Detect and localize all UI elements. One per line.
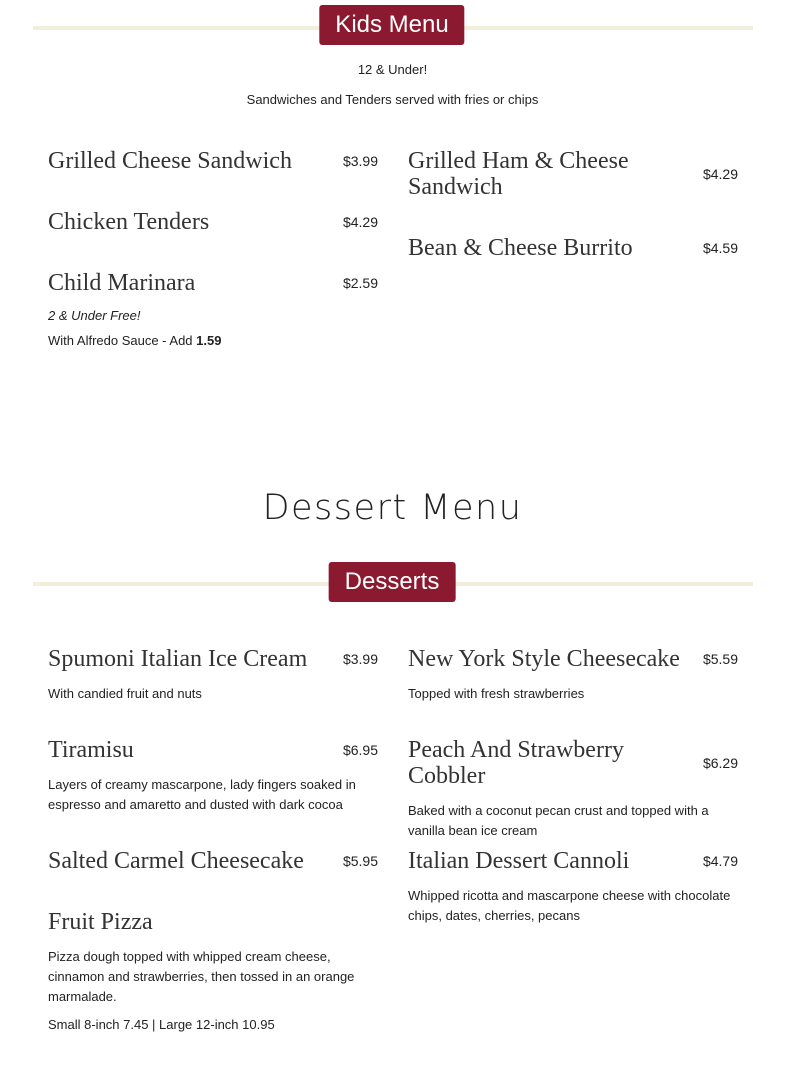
item-price: $2.59 bbox=[342, 275, 378, 291]
kids-right-column bbox=[408, 148, 738, 261]
kids-menu-badge: Kids Menu bbox=[319, 5, 464, 45]
item-description: Whipped ricotta and mascarpone cheese with chocolate chips, dates, cherries, pecans bbox=[408, 888, 731, 923]
item-price: $3.99 bbox=[342, 651, 378, 667]
item-price: $6.29 bbox=[702, 755, 738, 771]
item-description: Pizza dough topped with whipped cream cheese, cinnamon and strawberries, then tossed in an orange marmalade. bbox=[48, 949, 355, 1004]
item-description: With candied fruit and nuts bbox=[48, 686, 202, 701]
item-addon bbox=[48, 333, 378, 348]
kids-age-note: 12 & Under! bbox=[357, 62, 428, 77]
dessert-menu-title: Dessert Menu bbox=[262, 488, 523, 528]
addon-price: 1.59 bbox=[196, 333, 222, 348]
item-price: $3.99 bbox=[342, 153, 378, 169]
menu-item bbox=[48, 270, 378, 348]
item-price: $4.29 bbox=[702, 166, 738, 182]
item-description: Topped with fresh strawberries bbox=[408, 686, 585, 701]
menu-item bbox=[48, 848, 378, 909]
item-name: New York Style Cheesecake bbox=[408, 646, 680, 672]
menu-item bbox=[48, 148, 378, 209]
item-price: $6.95 bbox=[342, 742, 378, 758]
item-name: Italian Dessert Cannoli bbox=[408, 848, 630, 874]
menu-item bbox=[408, 737, 738, 848]
item-description: Baked with a coconut pecan crust and topped with a vanilla bean ice cream bbox=[408, 803, 709, 838]
item-name: Salted Carmel Cheesecake bbox=[48, 848, 304, 874]
addon-label: With Alfredo Sauce - Add bbox=[48, 333, 193, 348]
menu-item bbox=[408, 148, 738, 235]
item-note: 2 & Under Free! bbox=[48, 308, 141, 323]
item-name: Tiramisu bbox=[48, 737, 134, 763]
menu-item bbox=[408, 646, 738, 737]
item-price: $4.59 bbox=[702, 240, 738, 256]
desserts-badge: Desserts bbox=[329, 562, 456, 602]
kids-left-column bbox=[48, 148, 378, 348]
item-price: $4.29 bbox=[342, 214, 378, 230]
menu-item bbox=[48, 737, 378, 848]
item-name: Fruit Pizza bbox=[48, 909, 153, 935]
menu-item bbox=[408, 848, 738, 926]
desserts-left-column bbox=[48, 646, 378, 1032]
kids-sides-note: Sandwiches and Tenders served with fries or chips bbox=[246, 92, 539, 107]
menu-item bbox=[48, 646, 378, 737]
menu-item bbox=[408, 235, 738, 261]
item-description: Layers of creamy mascarpone, lady fingers soaked in espresso and amaretto and dusted with dark cocoa bbox=[48, 777, 356, 812]
item-name: Spumoni Italian Ice Cream bbox=[48, 646, 308, 672]
menu-item bbox=[48, 209, 378, 270]
item-name: Grilled Ham & Cheese Sandwich bbox=[408, 148, 629, 200]
item-name: Child Marinara bbox=[48, 270, 196, 296]
item-price: $5.59 bbox=[702, 651, 738, 667]
item-name: Peach And Strawberry Cobbler bbox=[408, 737, 624, 789]
desserts-right-column bbox=[408, 646, 738, 926]
item-name: Grilled Cheese Sandwich bbox=[48, 148, 292, 174]
item-price: $4.79 bbox=[702, 853, 738, 869]
menu-item bbox=[48, 909, 378, 1032]
item-name: Chicken Tenders bbox=[48, 209, 210, 235]
item-name: Bean & Cheese Burrito bbox=[408, 235, 633, 261]
item-price: $5.95 bbox=[342, 853, 378, 869]
item-sizes: Small 8-inch 7.45 | Large 12-inch 10.95 bbox=[48, 1017, 275, 1032]
